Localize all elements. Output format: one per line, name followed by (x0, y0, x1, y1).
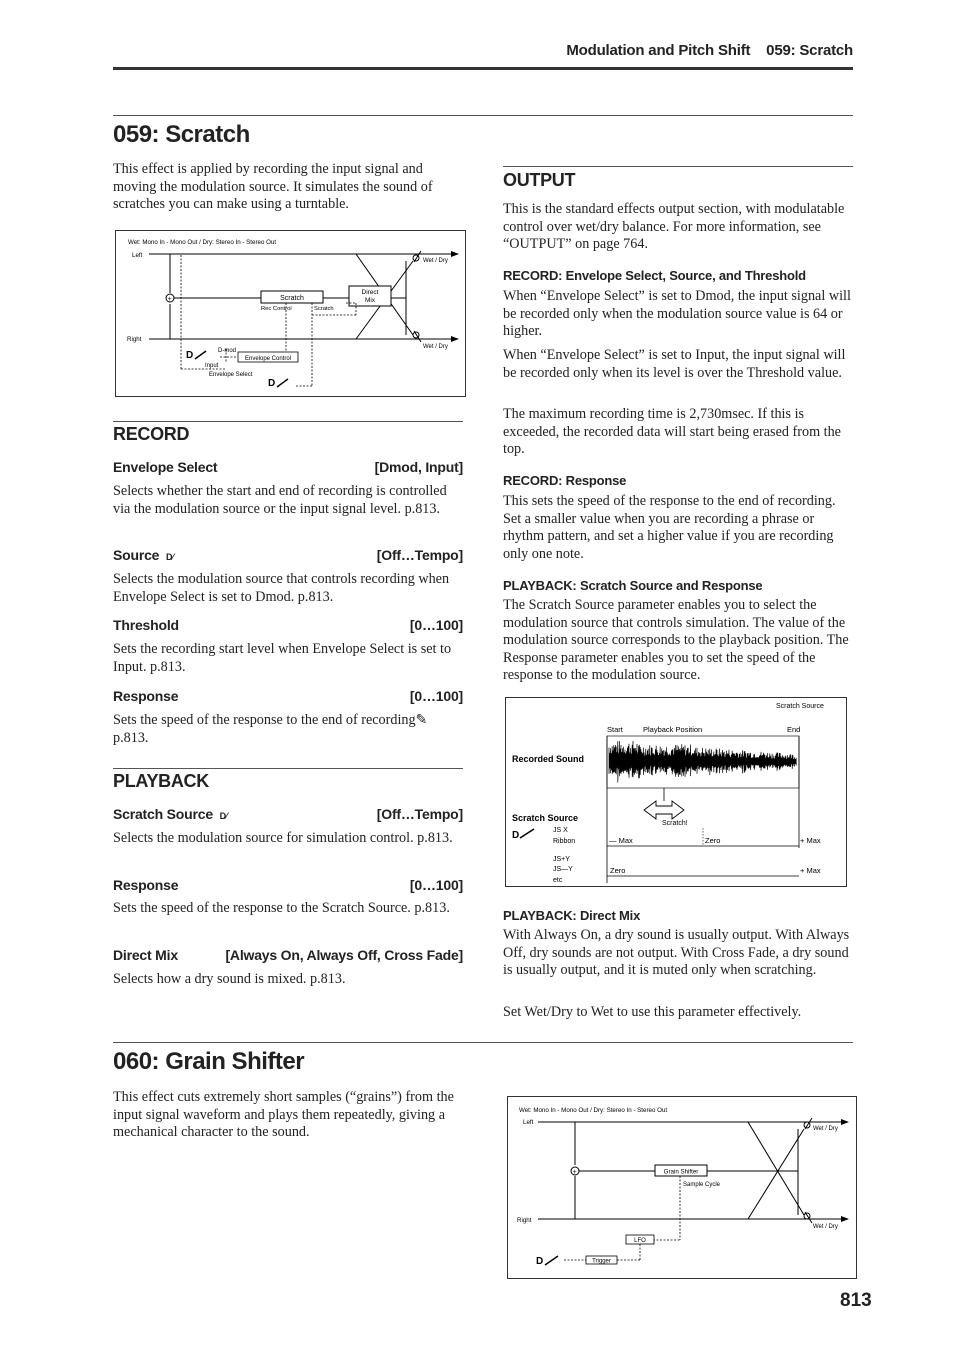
fig-scratch-excl: Scratch! (662, 820, 688, 827)
running-header: Modulation and Pitch Shift 059: Scratch (566, 42, 853, 59)
para: Set Wet/Dry to Wet to use this parameter effectively. (503, 1004, 802, 1020)
scratch-intro: This effect is applied by recording the input signal and moving the modulation source. It simulates the sound of scratches you can make using a turntable. (113, 161, 433, 213)
lfo-label: LFO (634, 1238, 646, 1244)
fig-plus-max-a: + Max (800, 836, 821, 845)
fig-scratch-source-top: Scratch Source (776, 703, 824, 710)
scratch-diagram-svg (116, 231, 465, 396)
grain-diagram-svg (508, 1097, 856, 1278)
param-desc: Selects whether the start and end of recording is controlled via the modulation source or the input signal level. p.813. (113, 483, 447, 517)
fig-etc: etc (553, 877, 563, 884)
grain-box-label: Grain Shifter (663, 1168, 699, 1176)
wet-dry-top-label: Wet / Dry (423, 258, 448, 264)
fig-recorded-sound: Recorded Sound (512, 754, 585, 764)
param-desc: Selects how a dry sound is mixed. p.813. (113, 971, 346, 987)
record-rule (113, 421, 463, 422)
param-range: [Always On, Always Off, Cross Fade] (225, 947, 463, 963)
dmod-icon: D (268, 378, 276, 389)
grain-top-label: Wet: Mono In - Mono Out / Dry: Stereo In - Stereo Out (519, 1107, 668, 1114)
param-range: [Dmod, Input] (374, 459, 463, 475)
param-range: [0…100] (409, 688, 463, 704)
fig-playback-position: Playback Position (643, 725, 703, 734)
param-range: [Off…Tempo] (376, 547, 463, 563)
dmod-icon: D (186, 350, 194, 361)
subhead-playback-direct: PLAYBACK: Direct Mix (503, 908, 641, 923)
scratch-figure (505, 697, 847, 887)
param-range: [0…100] (409, 617, 463, 633)
fig-jsy1: JS+Y (553, 856, 570, 863)
subhead-playback-scratch: PLAYBACK: Scratch Source and Response (503, 578, 763, 593)
wet-dry-bottom-label: Wet / Dry (423, 344, 448, 350)
para: When “Envelope Select” is set to Dmod, the input signal will be recorded only when the modulation source value is 64 or higher. (503, 288, 851, 340)
section-title-060: 060: Grain Shifter (113, 1048, 305, 1075)
scratch-block-diagram (115, 230, 466, 397)
para: This sets the speed of the response to the end of recording. Set a smaller value when you are recording a phrase or rhythm pattern, and set a higher value if you are recording only one note. (503, 493, 836, 562)
input-label: Input (205, 363, 219, 369)
svg-text:+: + (572, 1169, 577, 1176)
diagram-left-label: Left (132, 252, 143, 259)
param-name: Source (113, 547, 160, 563)
fig-zero-b: Zero (610, 866, 626, 875)
fig-minus-max: — Max (609, 836, 633, 845)
rec-control-label: Rec Control (261, 306, 292, 312)
scratch-box-label: Scratch (280, 295, 304, 302)
param-threshold (113, 617, 463, 633)
dmod-icon: D (536, 1256, 544, 1267)
playback-heading: PLAYBACK (113, 771, 209, 791)
fig-start: Start (607, 725, 623, 734)
param-name: Envelope Select (113, 459, 218, 475)
svg-text:+: + (167, 296, 172, 303)
grain-right-label: Right (517, 1217, 532, 1224)
fig-end: End (787, 725, 801, 734)
record-heading: RECORD (113, 424, 190, 444)
page-number: 813 (840, 1290, 872, 1311)
dmod-icon: D⁄ (165, 552, 174, 562)
header-rule (113, 67, 853, 70)
sample-cycle-label: Sample Cycle (683, 1182, 721, 1188)
dmod-label: D-mod (218, 348, 237, 354)
param-source (113, 547, 463, 563)
playback-rule (113, 768, 463, 769)
param-name: Threshold (113, 617, 179, 633)
para: The Scratch Source parameter enables you to select the modulation source that controls simulation. The value of the modulation source corresponds to the playback position. The Response parameter enables you to set the speed of the response to the modulation source. (503, 597, 849, 684)
param-direct-mix (113, 947, 463, 963)
scratch-figure-svg (506, 698, 846, 886)
param-response-record (113, 688, 463, 704)
param-name: Direct Mix (113, 947, 178, 963)
diagram-top-label: Wet: Mono In - Mono Out / Dry: Stereo In - Stereo Out (128, 239, 277, 246)
grain-intro: This effect cuts extremely short samples (“grains”) from the input signal waveform and plays them repeatedly, giving a mechanical character to the sound. (113, 1089, 454, 1141)
grain-left-label: Left (523, 1119, 534, 1126)
output-rule (503, 166, 853, 167)
output-heading: OUTPUT (503, 170, 576, 190)
scratch-small-label: Scratch (314, 306, 334, 312)
direct-mix-label-2: Mix (364, 297, 376, 304)
param-desc: Selects the modulation source that controls recording when Envelope Select is set to Dmod. p.813. (113, 571, 450, 605)
param-name: Scratch Source (113, 806, 213, 822)
grain-wet-dry-top: Wet / Dry (813, 1126, 838, 1132)
dmod-icon: D (512, 830, 520, 841)
para: With Always On, a dry sound is usually output. With Always Off, dry sounds are not output. With Cross Fade, a dry sound is usually output, and it is muted only when scratching. (503, 927, 850, 979)
section-rule-059 (113, 115, 853, 116)
diagram-right-label: Right (127, 336, 142, 343)
envelope-control-label: Envelope Control (244, 356, 292, 362)
trigger-label: Trigger (592, 1258, 611, 1265)
param-name: Response (113, 688, 179, 704)
dmod-icon: D⁄ (219, 811, 228, 821)
param-range: [Off…Tempo] (376, 806, 463, 822)
fig-zero-a: Zero (705, 836, 721, 845)
fig-scratch-source: Scratch Source (512, 813, 579, 823)
grain-block-diagram (507, 1096, 857, 1279)
output-body: This is the standard effects output section, with modulatable control over wet/dry balance. For more information, see “OUTPUT” on page 764. (503, 201, 845, 253)
param-name: Response (113, 877, 179, 893)
subhead-record-response: RECORD: Response (503, 473, 627, 488)
param-envelope-select (113, 459, 463, 475)
fig-jsx: JS X (553, 827, 568, 834)
param-response-playback (113, 877, 463, 893)
param-desc: Sets the speed of the response to the Scratch Source. p.813. (113, 900, 450, 916)
section-title-059: 059: Scratch (113, 121, 250, 148)
param-scratch-source (113, 806, 463, 822)
param-range: [0…100] (409, 877, 463, 893)
fig-ribbon: Ribbon (553, 838, 576, 845)
fig-jsy2: JS—Y (553, 866, 573, 873)
subhead-record-envelope: RECORD: Envelope Select, Source, and Threshold (503, 268, 806, 283)
section-rule-060 (113, 1042, 853, 1043)
param-desc: Sets the speed of the response to the end of recording✎ p.813. (113, 712, 428, 746)
direct-mix-label-1: Direct (361, 289, 379, 296)
para: When “Envelope Select” is set to Input, the input signal will be recorded only when its level is over the Threshold value. (503, 347, 846, 381)
fig-plus-max-b: + Max (800, 866, 821, 875)
para: The maximum recording time is 2,730msec. If this is exceeded, the recorded data will start being erased from the top. (503, 406, 841, 458)
grain-wet-dry-bottom: Wet / Dry (813, 1224, 838, 1230)
envelope-select-label: Envelope Select (209, 372, 253, 378)
param-desc: Selects the modulation source for simulation control. p.813. (113, 830, 453, 846)
param-desc: Sets the recording start level when Envelope Select is set to Input. p.813. (113, 641, 452, 675)
